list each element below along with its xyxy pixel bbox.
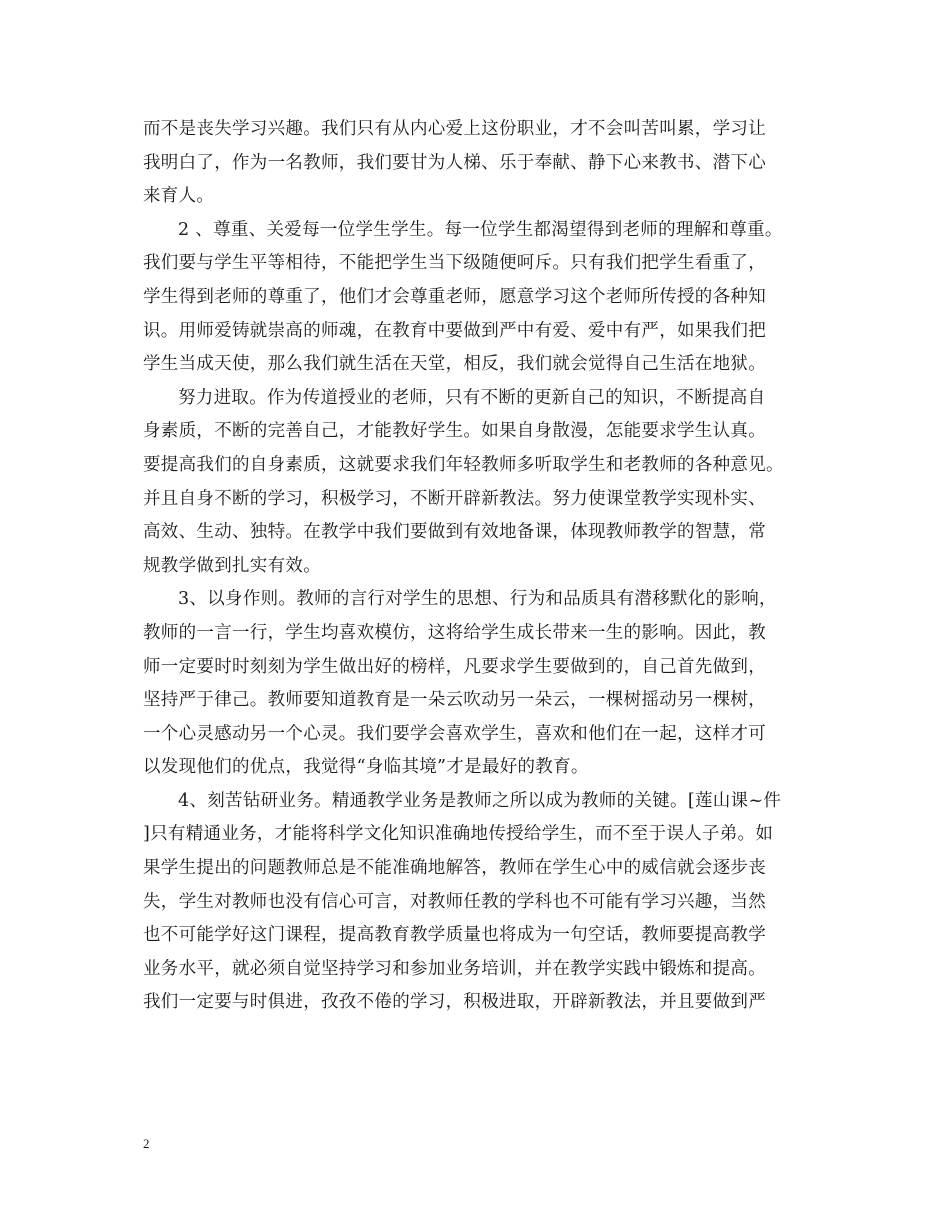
- paragraph-start-line: 2 、尊重、关爱每一位学生学生。每一位学生都渴望得到老师的理解和尊重。: [178, 219, 783, 240]
- text-line: 一个心灵感动另一个心灵。我们要学会喜欢学生，喜欢和他们在一起，这样才可: [143, 723, 766, 744]
- text-line: 坚持严于律己。教师要知道教育是一朵云吹动另一朵云，一棵树摇动另一棵树，: [143, 690, 766, 711]
- text-line: 以发现他们的优点，我觉得“身临其境”才是最好的教育。: [143, 757, 589, 778]
- text-line: 师一定要时时刻刻为学生做出好的榜样，凡要求学生要做到的，自己首先做到，: [143, 656, 766, 677]
- text-line: 失，学生对教师也没有信心可言，对教师任教的学科也不可能有学习兴趣，当然: [143, 891, 766, 912]
- text-line: 教师的一言一行，学生均喜欢模仿，这将给学生成长带来一生的影响。因此，教: [143, 622, 766, 643]
- text-line: 我们要与学生平等相待，不能把学生当下级随便呵斥。只有我们把学生看重了，: [143, 253, 766, 274]
- text-line: 业务水平，就必须自觉坚持学习和参加业务培训，并在教学实践中锻炼和提高。: [143, 958, 766, 979]
- text-line: 果学生提出的问题教师总是不能准确地解答，教师在学生心中的威信就会逐步丧: [143, 858, 766, 879]
- text-line: 我明白了，作为一名教师，我们要甘为人梯、乐于奉献、静下心来教书、潜下心: [143, 152, 766, 173]
- text-line: ]只有精通业务，才能将科学文化知识准确地传授给学生，而不至于误人子弟。如: [143, 824, 774, 845]
- text-line: 也不可能学好这门课程，提高教育教学质量也将成为一句空话，教师要提高教学: [143, 925, 766, 946]
- page-number: 2: [143, 1136, 150, 1151]
- text-line: 而不是丧失学习兴趣。我们只有从内心爱上这份职业，才不会叫苦叫累，学习让: [143, 119, 766, 139]
- text-line: 高效、生动、独特。在教学中我们要做到有效地备课，体现教师教学的智慧，常: [143, 522, 766, 543]
- text-line: 并且自身不断的学习，积极学习，不断开辟新教法。努力使课堂教学实现朴实、: [143, 488, 766, 509]
- paragraph-start-line: 3、以身作则。教师的言行对学生的思想、行为和品质具有潜移默化的影响，: [178, 589, 777, 610]
- text-line: 规教学做到扎实有效。: [143, 555, 321, 576]
- text-line: 学生得到老师的尊重了，他们才会尊重老师，愿意学习这个老师所传授的各种知: [143, 286, 766, 307]
- document-body: [143, 113, 813, 1020]
- paragraph-start-line: 4、刻苦钻研业务。精通教学业务是教师之所以成为教师的关键。[莲山课~件: [178, 790, 782, 811]
- text-line: 识。用师爱铸就崇高的师魂，在教育中要做到严中有爱、爱中有严，如果我们把: [143, 320, 766, 341]
- text-line: 来育人。: [143, 186, 215, 207]
- text-line: 要提高我们的自身素质，这就要求我们年轻教师多听取学生和老教师的各种意见。: [143, 454, 784, 475]
- paragraph-start-line: 努力进取。作为传道授业的老师，只有不断的更新自己的知识，不断提高自: [178, 387, 766, 408]
- text-line: 我们一定要与时俱进，孜孜不倦的学习，积极进取，开辟新教法，并且要做到严: [143, 992, 766, 1013]
- text-line: 身素质，不断的完善自己，才能教好学生。如果自身散漫，怎能要求学生认真。: [143, 421, 766, 442]
- text-line: 学生当成天使，那么我们就生活在天堂，相反，我们就会觉得自己生活在地狱。: [143, 354, 766, 375]
